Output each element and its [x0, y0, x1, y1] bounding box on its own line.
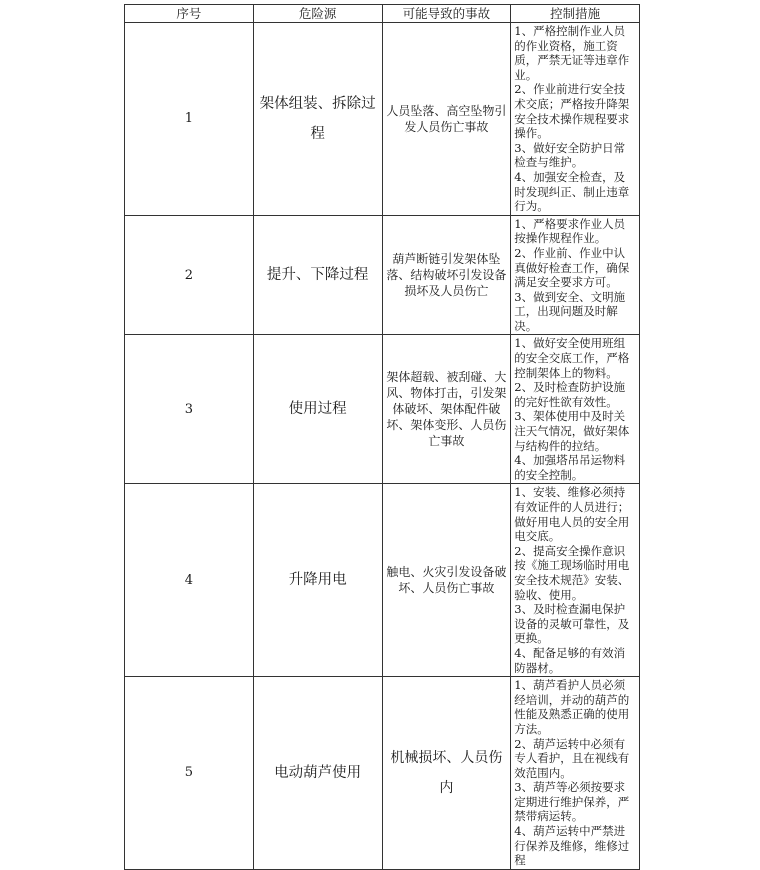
header-no: 序号 — [125, 5, 254, 23]
measure-item: 3、做好安全防护日常检查与维护。 — [514, 140, 626, 170]
hazard-source: 提升、下降过程 — [253, 215, 382, 335]
possible-accident: 触电、火灾引发设备破坏、人员伤亡事故 — [382, 484, 511, 677]
control-measures — [511, 335, 640, 484]
hazard-source: 架体组装、拆除过程 — [253, 23, 382, 216]
measure-item: 1、严格要求作业人员按操作规程作业。 — [514, 216, 626, 246]
measure-item: 2、作业前、作业中认真做好检查工作，确保满足安全要求方可。 — [514, 245, 630, 290]
table-header-row — [125, 5, 640, 23]
measure-item: 1、安装、维修必须持有效证件的人员进行；做好用电人员的安全用电交底。 — [514, 485, 630, 544]
possible-accident: 葫芦断链引发架体坠落、结构破坏引发设备损坏及人员伤亡 — [382, 215, 511, 335]
control-measures — [511, 215, 640, 335]
measure-item: 4、葫芦运转中严禁进行保养及维修，维修过程 — [514, 824, 630, 868]
table-row — [125, 23, 640, 216]
measure-item: 3、架体使用中及时关注天气情况，做好架体与结构件的拉结。 — [514, 409, 630, 453]
table-row — [125, 335, 640, 484]
measure-item: 1、严格控制作业人员的作业资格，施工资质，严禁无证等违章作业。 — [514, 24, 630, 82]
row-number: 3 — [125, 335, 254, 484]
row-number: 1 — [125, 23, 254, 216]
measure-item: 1、葫芦看护人员必须经培训，并动的葫芦的性能及熟悉正确的使用方法。 — [514, 678, 630, 736]
possible-accident: 人员坠落、高空坠物引发人员伤亡事故 — [382, 23, 511, 216]
row-number: 2 — [125, 215, 254, 335]
measure-item: 2、及时检查防护设施的完好性欲有效性。 — [514, 380, 626, 409]
control-measures — [511, 677, 640, 870]
hazard-control-table — [124, 4, 640, 870]
table-row — [125, 677, 640, 870]
measure-item: 2、葫芦运转中必须有专人看护，且在视线有效范围内。 — [514, 736, 630, 780]
header-control-measures: 控制措施 — [511, 5, 640, 23]
hazard-source: 使用过程 — [253, 335, 382, 484]
table-row — [125, 484, 640, 677]
measure-item: 4、加强塔吊吊运物料的安全控制。 — [514, 453, 626, 482]
measure-item: 2、作业前进行安全技术交底；严格按升降架安全技术操作规程要求操作。 — [514, 82, 630, 141]
measure-item: 3、做到安全、文明施工，出现问题及时解决。 — [514, 289, 626, 333]
measure-item: 3、葫芦等必须按要求定期进行维护保养，严禁带病运转。 — [514, 780, 630, 824]
measure-item: 3、及时检查漏电保护设备的灵敏可靠性，及更换。 — [514, 602, 630, 646]
control-measures — [511, 23, 640, 216]
possible-accident: 机械损坏、人员伤内 — [382, 677, 511, 870]
header-hazard-source: 危险源 — [253, 5, 382, 23]
row-number: 4 — [125, 484, 254, 677]
measure-item: 4、加强安全检查，及时发现纠正、制止违章行为。 — [514, 169, 630, 214]
header-possible-accident: 可能导致的事故 — [382, 5, 511, 23]
row-number: 5 — [125, 677, 254, 870]
table-row — [125, 215, 640, 335]
measure-item: 4、配备足够的有效消防器材。 — [514, 645, 626, 675]
measure-item: 1、做好安全使用班组的安全交底工作，严格控制架体上的物料。 — [514, 336, 630, 380]
measure-item: 2、提高安全操作意识按《施工现场临时用电安全技术规范》安装、验收、使用。 — [514, 543, 630, 602]
hazard-source: 电动葫芦使用 — [253, 677, 382, 870]
hazard-source: 升降用电 — [253, 484, 382, 677]
possible-accident: 架体超载、被刮碰、大风、物体打击，引发架体破坏、架体配件破坏、架体变形、人员伤亡事故 — [382, 335, 511, 484]
control-measures — [511, 484, 640, 677]
